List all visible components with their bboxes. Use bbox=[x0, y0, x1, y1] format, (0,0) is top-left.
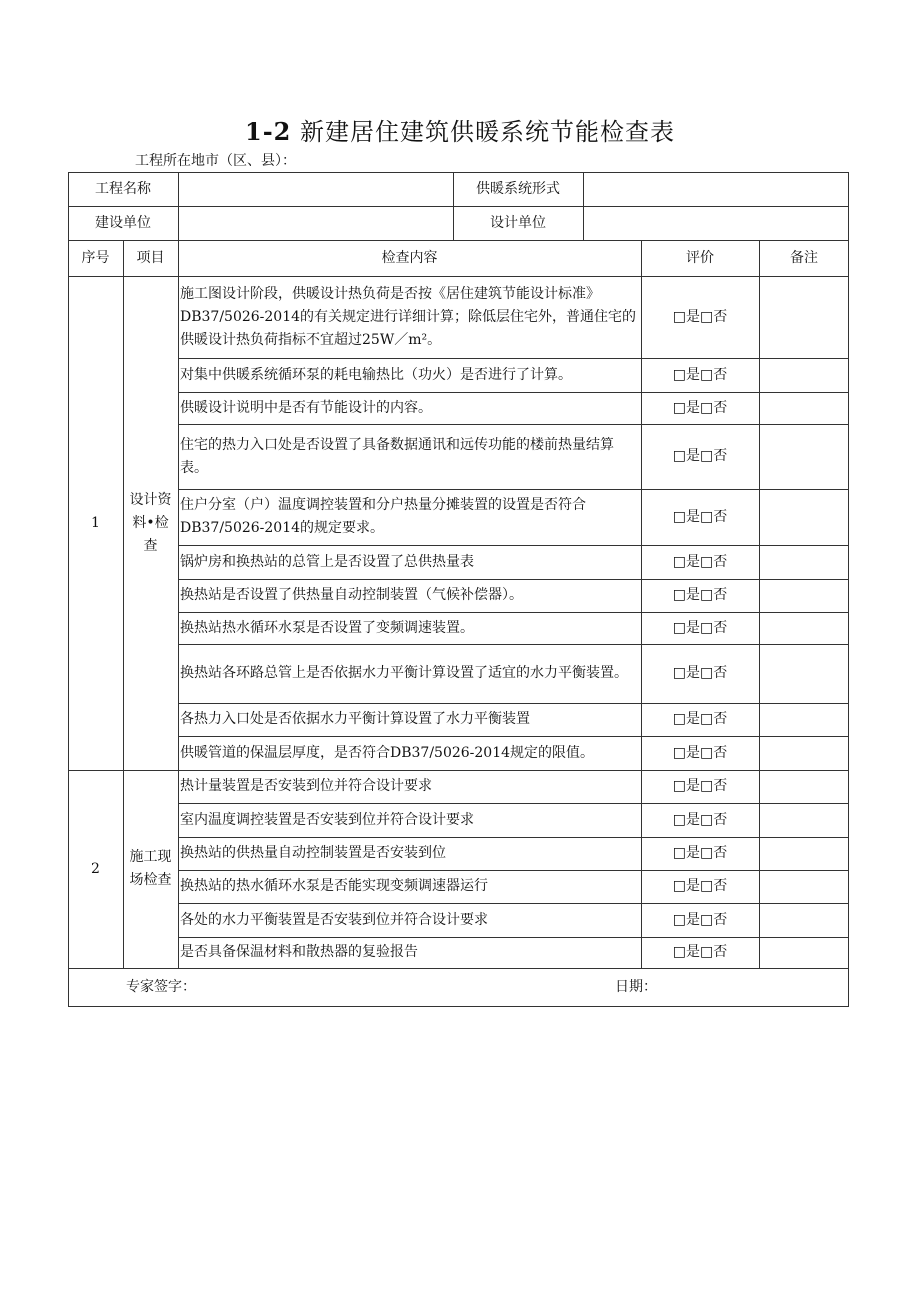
remark-cell bbox=[759, 276, 849, 358]
header-item: 项目 bbox=[136, 249, 165, 266]
title-text: 新建居住建筑供暖系统节能检查表 bbox=[300, 118, 675, 146]
check-item: 住宅的热力入口处是否设置了具备数据通讯和远传功能的楼前热量结算表。 bbox=[180, 436, 614, 476]
remark-cell bbox=[759, 644, 849, 703]
check-item: 施工图设计阶段，供暖设计热负荷是否按《居住建筑节能设计标准》DB37/5026-2014的有关规定进行详细计算；除低层住宅外，普通住宅的供暖设计热负荷指标不宜超过25W／m²。 bbox=[180, 285, 637, 348]
remark-cell bbox=[759, 358, 849, 392]
check-item: 换热站热水循环水泵是否设置了变频调速装置。 bbox=[180, 619, 474, 636]
check-item: 换热站的热水循环水泵是否能实现变频调速器运行 bbox=[180, 878, 488, 894]
remark-cell bbox=[759, 770, 849, 803]
designer-label: 设计单位 bbox=[490, 214, 546, 231]
evaluation-option: □是□否 bbox=[672, 878, 728, 894]
remark-cell bbox=[759, 545, 849, 579]
remark-cell bbox=[759, 579, 849, 612]
expert-signature-label: 专家签字： bbox=[126, 979, 196, 995]
v-line bbox=[583, 172, 584, 240]
check-item: 锅炉房和换热站的总管上是否设置了总供热量表 bbox=[180, 553, 474, 570]
evaluation-option: □是□否 bbox=[672, 711, 728, 727]
remark-cell bbox=[759, 903, 849, 937]
location-label: 工程所在地市（区、县）： bbox=[135, 153, 296, 169]
evaluation-option: □是□否 bbox=[672, 366, 728, 383]
project-name-label: 工程名称 bbox=[95, 180, 151, 197]
header-content: 检查内容 bbox=[381, 249, 438, 266]
check-item: 热计量装置是否安装到位并符合设计要求 bbox=[180, 778, 432, 794]
evaluation-option: □是□否 bbox=[672, 619, 728, 636]
page-title bbox=[0, 112, 920, 147]
check-item: 换热站的供热量自动控制装置是否安装到位 bbox=[180, 845, 446, 861]
evaluation-option: □是□否 bbox=[672, 845, 728, 861]
remark-cell bbox=[759, 612, 849, 644]
evaluation-option: □是□否 bbox=[672, 665, 728, 681]
check-item: 换热站各环路总管上是否依据水力平衡计算设置了适宜的水力平衡装置。 bbox=[180, 665, 628, 681]
evaluation-option: □是□否 bbox=[672, 553, 728, 570]
remark-cell bbox=[759, 803, 849, 837]
check-item: 供暖管道的保温层厚度，是否符合DB37/5026-2014规定的限值。 bbox=[180, 744, 595, 761]
check-item: 各热力入口处是否依据水力平衡计算设置了水力平衡装置 bbox=[180, 711, 530, 727]
date-label: 日期： bbox=[615, 979, 657, 995]
group-2-seq: 2 bbox=[91, 860, 100, 877]
remark-cell bbox=[759, 736, 849, 770]
check-item: 换热站是否设置了供热量自动控制装置（气候补偿器）。 bbox=[180, 587, 523, 603]
evaluation-option: □是□否 bbox=[672, 308, 728, 325]
header-remark: 备注 bbox=[790, 249, 818, 266]
header-eval: 评价 bbox=[686, 249, 714, 266]
evaluation-option: □是□否 bbox=[672, 448, 728, 464]
evaluation-option: □是□否 bbox=[672, 587, 728, 603]
evaluation-option: □是□否 bbox=[672, 399, 728, 416]
header-seq: 序号 bbox=[81, 249, 110, 266]
evaluation-option: □是□否 bbox=[672, 744, 728, 761]
heating-form-label: 供暖系统形式 bbox=[476, 180, 560, 197]
evaluation-option: □是□否 bbox=[672, 811, 728, 828]
group-1-item: 设计资料•检查 bbox=[129, 491, 172, 554]
evaluation-option: □是□否 bbox=[672, 944, 728, 960]
remark-cell bbox=[759, 424, 849, 489]
check-item: 室内温度调控装置是否安装到位并符合设计要求 bbox=[180, 811, 474, 828]
remark-cell bbox=[759, 489, 849, 545]
title-number: 1-2 bbox=[245, 117, 292, 146]
remark-cell bbox=[759, 937, 849, 968]
v-line bbox=[178, 172, 179, 240]
remark-cell bbox=[759, 392, 849, 424]
check-item: 对集中供暖系统循环泵的耗电输热比（功火）是否进行了计算。 bbox=[180, 366, 572, 383]
group-2-item: 施工现场检查 bbox=[129, 849, 172, 888]
check-item: 各处的水力平衡装置是否安装到位并符合设计要求 bbox=[180, 911, 488, 928]
evaluation-option: □是□否 bbox=[672, 911, 728, 928]
remark-cell bbox=[759, 837, 849, 870]
evaluation-option: □是□否 bbox=[672, 778, 728, 794]
remark-cell bbox=[759, 870, 849, 903]
evaluation-option: □是□否 bbox=[672, 508, 728, 525]
check-item: 是否具备保温材料和散热器的复验报告 bbox=[180, 944, 418, 960]
remark-cell bbox=[759, 703, 849, 736]
group-1-seq: 1 bbox=[91, 514, 100, 531]
check-item: 住户分室（户）温度调控装置和分户热量分摊装置的设置是否符合DB37/5026-2014的规定要求。 bbox=[180, 497, 586, 536]
builder-label: 建设单位 bbox=[95, 214, 151, 231]
check-item: 供暖设计说明中是否有节能设计的内容。 bbox=[180, 399, 432, 416]
